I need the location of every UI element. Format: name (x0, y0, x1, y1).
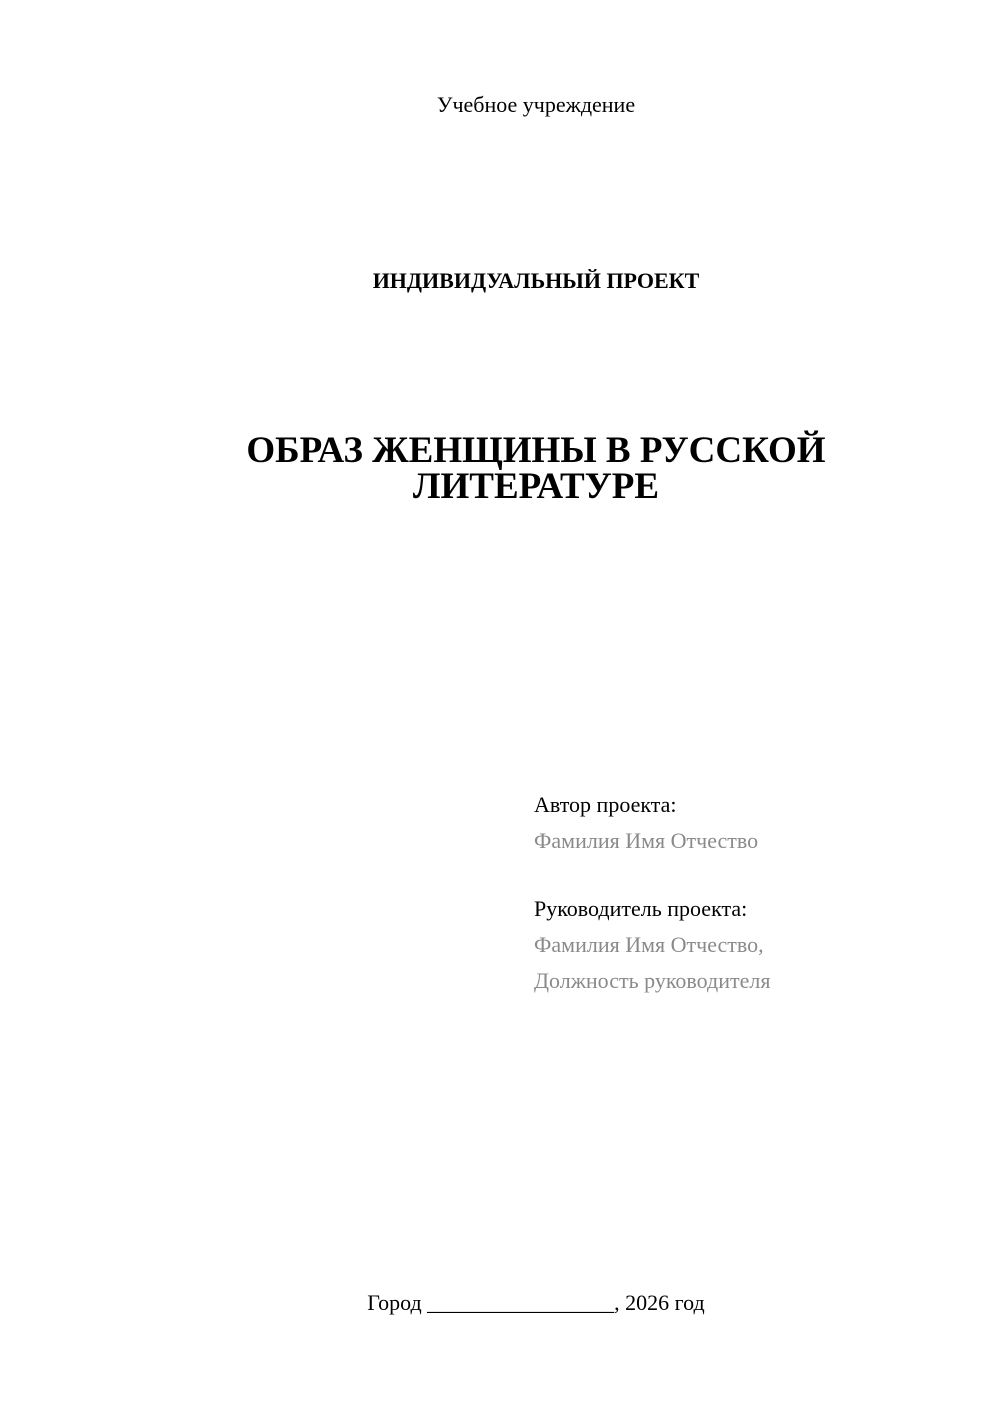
supervisor-name: Фамилия Имя Отчество, (534, 932, 764, 957)
project-type-heading: ИНДИВИДУАЛЬНЫЙ ПРОЕКТ (372, 268, 700, 293)
project-title-line-2: ЛИТЕРАТУРЕ (412, 466, 660, 507)
author-label: Автор проекта: (534, 792, 677, 817)
supervisor-label: Руководитель проекта: (534, 896, 748, 921)
author-name: Фамилия Имя Отчество (534, 828, 759, 853)
spacer (534, 859, 974, 891)
project-title-line-1: ОБРАЗ ЖЕНЩИНЫ В РУССКОЙ (246, 430, 826, 471)
city-year-footer: Город _________________, 2026 год (367, 1290, 705, 1315)
project-title (200, 430, 872, 507)
project-info-block (534, 787, 974, 999)
institution-name: Учебное учреждение (436, 92, 636, 117)
supervisor-position: Должность руководителя (534, 968, 771, 993)
